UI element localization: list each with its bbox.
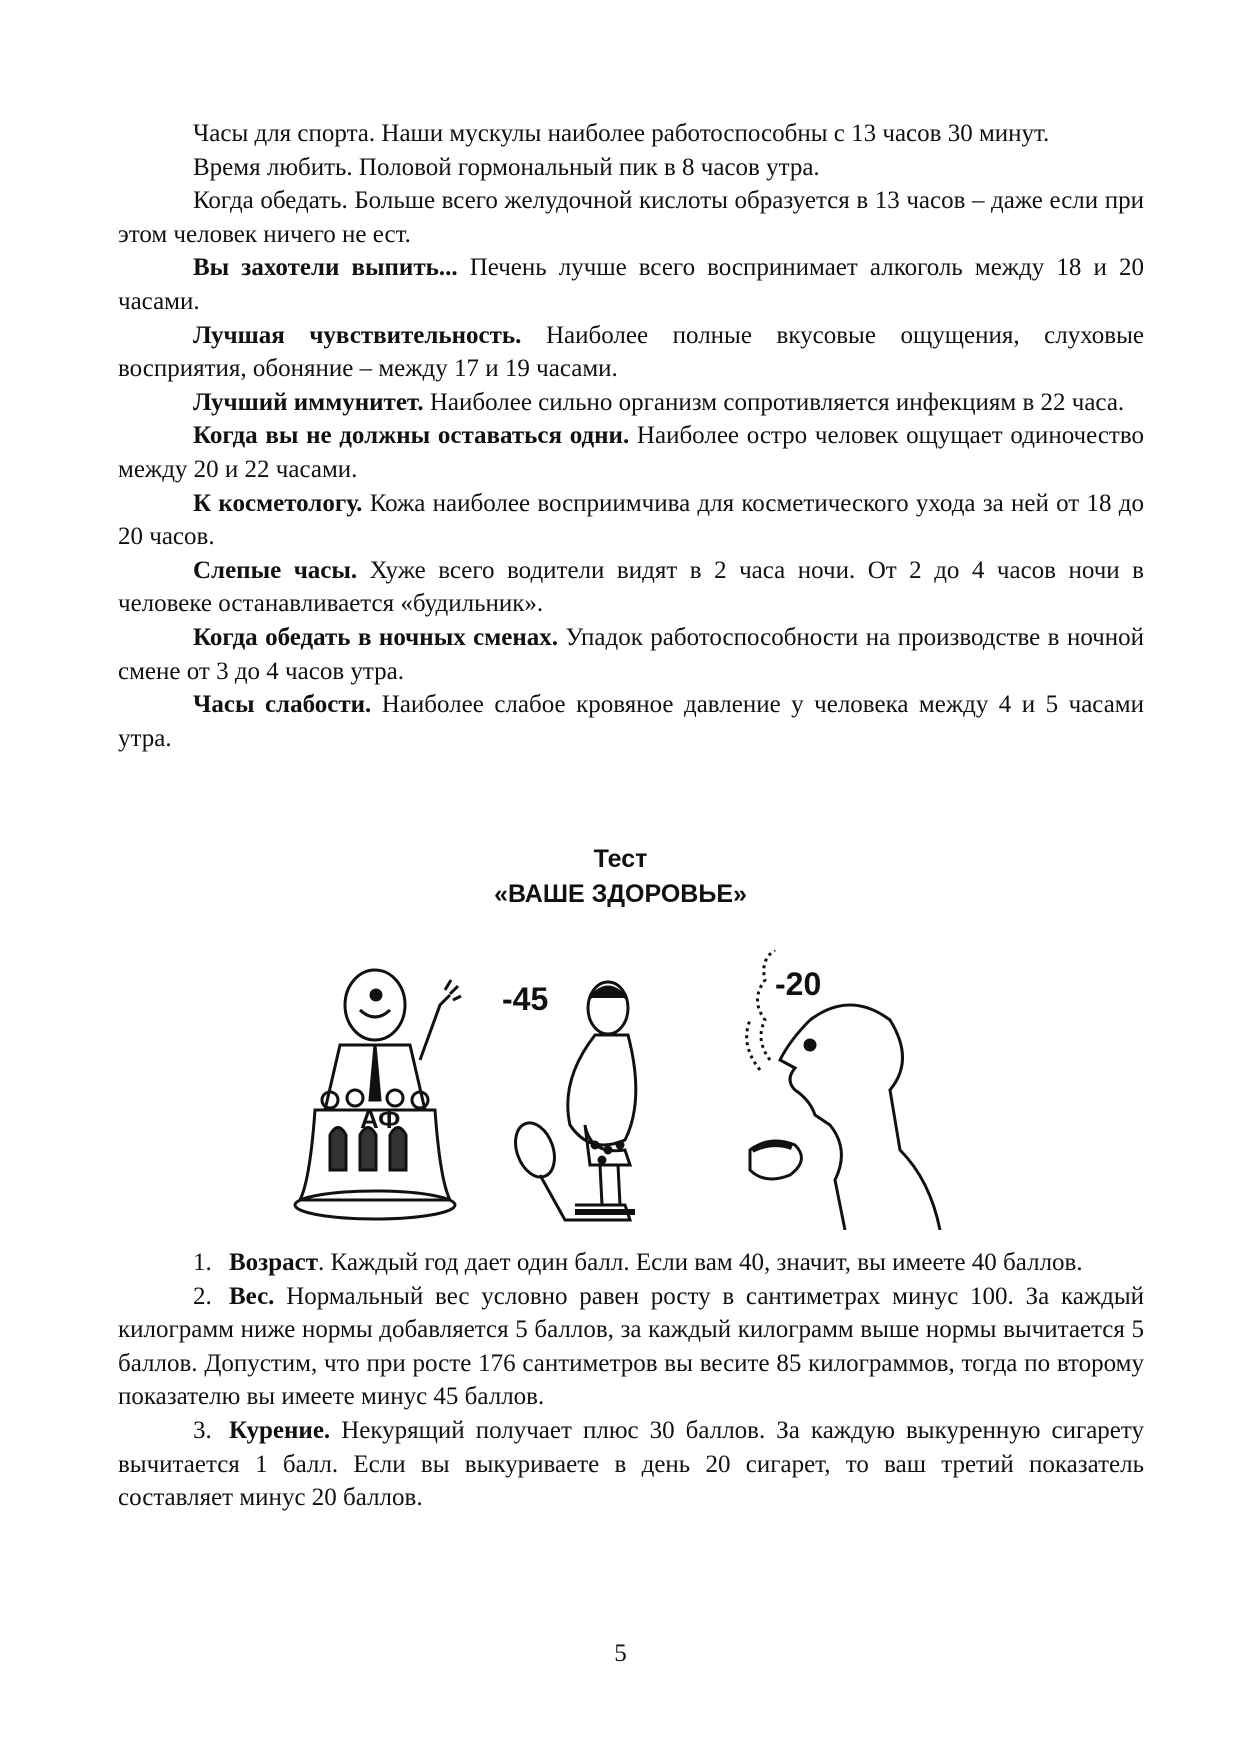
paragraph: Вы захотели выпить... Печень лучше всего воспринимает алкоголь между 18 и 20 часами. — [118, 254, 1144, 315]
test-item-weight: 2. Вес. Нормальный вес условно равен росту в сантиметрах минус 100. За каждый килограмм ниже нормы добавляется 5 баллов, за каждый килограмм выше нормы вычитается 5 баллов. Допустим, что при росте 176 сантиметров вы весите 85 килограммов, тогда по второму показателю вы имеете минус 45 баллов. — [118, 1282, 1144, 1411]
test-items — [118, 1246, 1144, 1515]
paragraph: Слепые часы. Хуже всего водители видят в 2 часа ночи. От 2 до 4 часов ночи в человеке останавливается «будильник». — [118, 556, 1144, 618]
paragraph: К косметологу. Кожа наиболее восприимчива для косметического ухода за ней от 18 до 20 часов. — [118, 489, 1144, 551]
paragraph: Лучшая чувствительность. Наиболее полные вкусовые ощущения, слуховые восприятия, обоняние – между 17 и 19 часами. — [118, 321, 1145, 383]
paragraph-lead: К косметологу. — [193, 489, 363, 517]
paragraph: Лучший иммунитет. Наиболее сильно организм сопротивляется инфекциям в 22 часа. — [193, 388, 1125, 416]
paragraph: Время любить. Половой гормональный пик в 8 часов утра. — [193, 153, 820, 181]
paragraph-lead: Слепые часы. — [193, 556, 358, 584]
page-number: 5 — [614, 1640, 627, 1667]
test-item-lead: Вес. — [229, 1282, 275, 1310]
weight-score-label: -45 — [502, 981, 549, 1017]
paragraph-lead: Часы слабости. — [193, 691, 372, 719]
paragraph-lead: Вы захотели выпить... — [193, 254, 458, 282]
biorhythm-text — [118, 117, 1144, 755]
paragraph: Когда обедать в ночных сменах. Упадок работоспособности на производстве в ночной смене от 3 до 4 часов утра. — [118, 623, 1145, 685]
paragraph-lead: Лучший иммунитет. — [193, 388, 424, 416]
cake-letters: АФ — [360, 1104, 401, 1134]
smoking-score-label: -20 — [775, 966, 822, 1002]
paragraph-lead: Лучшая чувствительность. — [193, 321, 522, 349]
health-test-illustration — [290, 950, 980, 1230]
test-item-lead: Курение. — [229, 1416, 331, 1444]
paragraph-lead: Когда обедать в ночных сменах. — [193, 623, 559, 651]
paragraph: Часы для спорта. Наши мускулы наиболее работоспособны с 13 часов 30 минут. — [193, 120, 1050, 147]
paragraph-lead: Когда вы не должны оставаться одни. — [193, 422, 630, 450]
test-subtitle: «ВАШЕ ЗДОРОВЬЕ» — [494, 880, 747, 908]
paragraph: Часы слабости. Наиболее слабое кровяное давление у человека между 4 и 5 часами утра. — [118, 691, 1144, 752]
test-item-age: 1. Возраст. Каждый год дает один балл. Если вам 40, значит, вы имеете 40 баллов. — [193, 1249, 1083, 1276]
test-item-smoking: 3. Курение. Некурящий получает плюс 30 баллов. За каждую выкуренную сигарету вычитается 1 балл. Если вы выкуриваете в день 20 сигарет, то ваш третий показатель составляет минус 20 баллов. — [118, 1416, 1144, 1512]
test-title: Тест — [593, 845, 648, 873]
test-item-lead: Возраст — [229, 1249, 319, 1276]
weight-scale-man-icon — [509, 982, 636, 1220]
birthday-cake-man-icon — [295, 970, 461, 1219]
paragraph: Когда вы не должны оставаться одни. Наиболее остро человек ощущает одиночество между 20 и 22 часами. — [118, 422, 1144, 483]
paragraph: Когда обедать. Больше всего желудочной кислоты образуется в 13 часов – даже если при этом человек ничего не ест. — [118, 187, 1144, 248]
